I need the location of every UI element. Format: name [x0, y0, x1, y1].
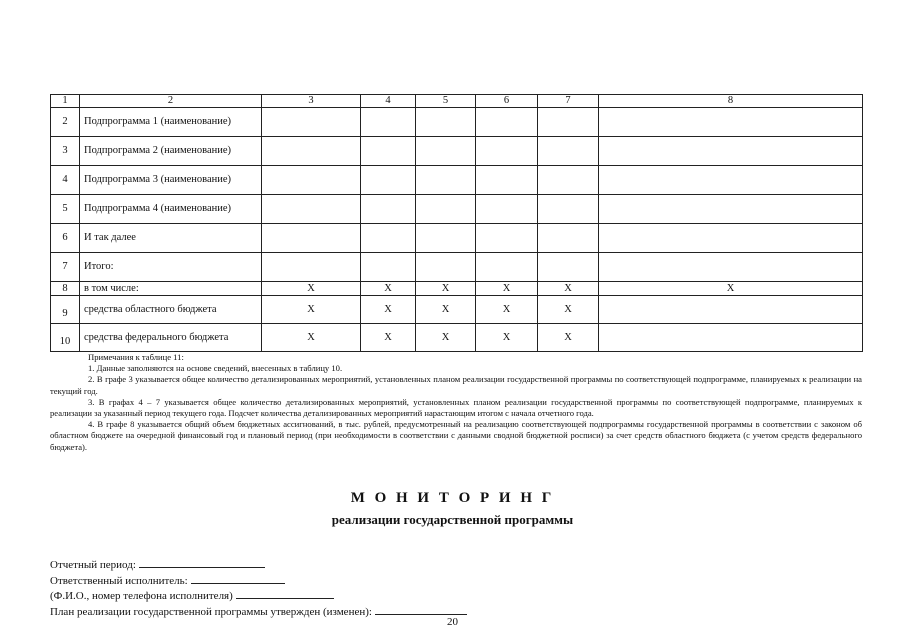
field-period-label: Отчетный период: — [50, 559, 136, 571]
value-cell: X — [538, 296, 599, 324]
header-cell: 7 — [538, 95, 599, 108]
value-cell: X — [538, 324, 599, 352]
note-item: 4. В графе 8 указывается общий объем бюджетных ассигнований, в тыс. рублей, предусмотренный на реализацию соответствующей подпрограммы государственной программы в соответствии с законом об областном бюджете на очередной финансовый год и плановый период (при необходимости в соответствии с данными сводной бюджетной росписи) за счет средств областного бюджета (с учетом средств федерального бюджета). — [50, 419, 862, 452]
value-cell — [538, 108, 599, 137]
value-cell: X — [538, 282, 599, 296]
row-number-cell: 9 — [51, 296, 80, 324]
header-cell: 4 — [361, 95, 416, 108]
field-period — [50, 557, 467, 573]
row-number-cell: 8 — [51, 282, 80, 296]
value-cell: X — [476, 296, 538, 324]
header-cell: 1 — [51, 95, 80, 108]
value-cell — [416, 137, 476, 166]
row-name-cell: Подпрограмма 2 (наименование) — [80, 137, 262, 166]
notes-heading: Примечания к таблице 11: — [88, 352, 184, 362]
row-name-cell: Подпрограмма 1 (наименование) — [80, 108, 262, 137]
note-item: 3. В графах 4 – 7 указывается общее количество детализированных мероприятий, установленных планом реализации государственной программы по соответствующей подпрограмме, планируемых к реализации за указанный период текущего года. Подсчет количества детализированных мероприятий нарастающим итогом с начала отчетного года. — [50, 396, 862, 419]
note-item: 1. Данные заполняются на основе сведений, внесенных в таблицу 10. — [88, 363, 343, 374]
row-name-cell: И так далее — [80, 224, 262, 253]
table-row — [51, 195, 863, 224]
value-cell — [361, 166, 416, 195]
value-cell — [599, 195, 863, 224]
row-name-cell: средства областного бюджета — [80, 296, 262, 324]
row-number-cell: 4 — [51, 166, 80, 195]
header-cell: 6 — [476, 95, 538, 108]
value-cell — [538, 253, 599, 282]
field-executor-label: Ответственный исполнитель: — [50, 574, 188, 587]
value-cell: X — [361, 324, 416, 352]
row-name-cell: средства федерального бюджета — [80, 324, 262, 352]
value-cell — [599, 224, 863, 253]
value-cell — [361, 195, 416, 224]
table-row — [51, 324, 863, 352]
value-cell: X — [476, 282, 538, 296]
value-cell: X — [416, 324, 476, 352]
value-cell — [262, 166, 361, 195]
value-cell — [538, 166, 599, 195]
value-cell: X — [416, 296, 476, 324]
value-cell — [361, 108, 416, 137]
table-row — [51, 253, 863, 282]
value-cell — [262, 224, 361, 253]
table-header-row — [51, 95, 863, 108]
page-number: 20 — [447, 616, 458, 628]
row-name-cell: в том числе: — [80, 282, 262, 296]
field-contact-label: (Ф.И.О., номер телефона исполнителя) — [50, 590, 233, 602]
value-cell — [416, 195, 476, 224]
row-name-cell: Подпрограмма 4 (наименование) — [80, 195, 262, 224]
row-name-cell: Подпрограмма 3 (наименование) — [80, 166, 262, 195]
value-cell: X — [361, 282, 416, 296]
field-contact-blank[interactable] — [236, 588, 334, 599]
summary-table — [50, 94, 863, 352]
table-row — [51, 282, 863, 296]
value-cell: X — [599, 282, 863, 296]
value-cell — [538, 137, 599, 166]
value-cell — [416, 166, 476, 195]
row-number-cell: 3 — [51, 137, 80, 166]
value-cell: X — [361, 296, 416, 324]
row-number-cell: 7 — [51, 253, 80, 282]
table-row — [51, 137, 863, 166]
value-cell — [599, 166, 863, 195]
section-title: М О Н И Т О Р И Н Г — [350, 490, 555, 506]
value-cell — [416, 224, 476, 253]
value-cell — [476, 108, 538, 137]
field-executor-blank[interactable] — [191, 573, 285, 584]
row-number-cell: 6 — [51, 224, 80, 253]
row-number-cell: 2 — [51, 108, 80, 137]
table-row — [51, 296, 863, 324]
value-cell — [599, 108, 863, 137]
row-number-cell: 5 — [51, 195, 80, 224]
note-item: 2. В графе 3 указывается общее количество детализированных мероприятий, установленных планом реализации государственной программы по соответствующей подпрограмме, планируемых к реализации на текущий год. — [50, 374, 862, 396]
value-cell — [262, 137, 361, 166]
row-number-cell: 10 — [51, 324, 80, 352]
value-cell — [476, 166, 538, 195]
value-cell: X — [416, 282, 476, 296]
value-cell — [262, 195, 361, 224]
value-cell — [476, 224, 538, 253]
value-cell: X — [476, 324, 538, 352]
value-cell — [361, 224, 416, 253]
header-cell: 2 — [80, 95, 262, 108]
field-period-blank[interactable] — [139, 557, 265, 568]
field-plan-blank[interactable] — [375, 604, 467, 615]
field-executor — [50, 573, 467, 589]
value-cell — [262, 108, 361, 137]
value-cell: X — [262, 324, 361, 352]
header-cell: 3 — [262, 95, 361, 108]
field-contact — [50, 588, 467, 604]
value-cell — [599, 253, 863, 282]
value-cell — [476, 195, 538, 224]
table-notes — [50, 352, 862, 453]
value-cell: X — [262, 296, 361, 324]
value-cell — [599, 324, 863, 352]
header-cell: 8 — [599, 95, 863, 108]
header-cell: 5 — [416, 95, 476, 108]
value-cell — [538, 224, 599, 253]
value-cell — [476, 253, 538, 282]
row-name-cell: Итого: — [80, 253, 262, 282]
table-row — [51, 166, 863, 195]
value-cell: X — [262, 282, 361, 296]
value-cell — [599, 296, 863, 324]
value-cell — [476, 137, 538, 166]
value-cell — [416, 108, 476, 137]
section-subtitle: реализации государственной программы — [331, 512, 574, 527]
value-cell — [599, 137, 863, 166]
value-cell — [538, 195, 599, 224]
value-cell — [416, 253, 476, 282]
report-fields — [50, 557, 467, 619]
value-cell — [361, 137, 416, 166]
value-cell — [262, 253, 361, 282]
value-cell — [361, 253, 416, 282]
field-plan-label: План реализации государственной программы утвержден (изменен): — [50, 605, 372, 618]
table-row — [51, 108, 863, 137]
table-row — [51, 224, 863, 253]
